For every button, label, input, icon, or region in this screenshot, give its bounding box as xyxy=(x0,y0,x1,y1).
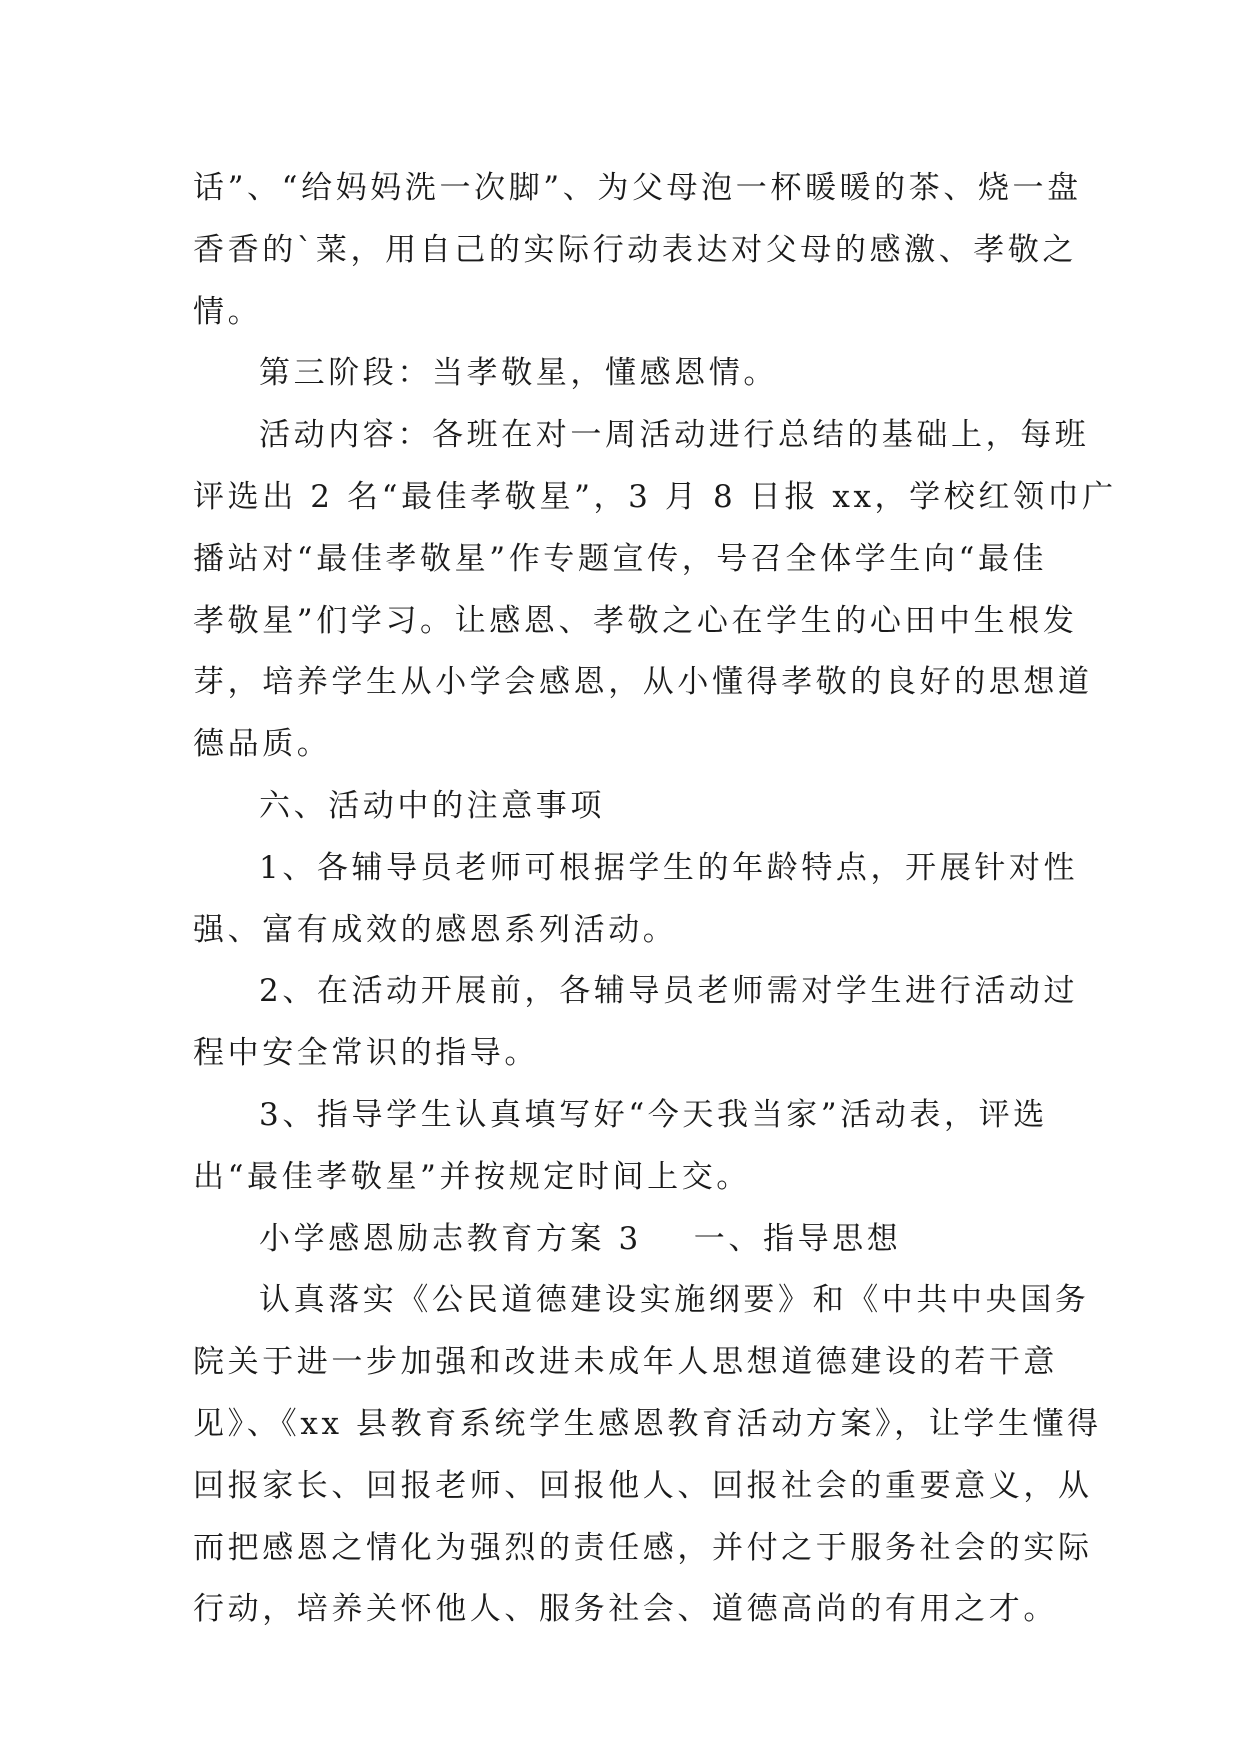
text-line: 认真落实《公民道德建设实施纲要》和《中共中央国务 xyxy=(259,1282,1090,1319)
list-item: 2、在活动开展前，各辅导员老师需对学生进行活动过 xyxy=(259,973,1079,1010)
section-heading: 六、活动中的注意事项 xyxy=(259,787,605,824)
list-item: 3、指导学生认真填写好“今天我当家”活动表，评选 xyxy=(259,1096,1048,1133)
text-line: 评选出 2 名“最佳孝敬星”，3 月 8 日报 xx，学校红领巾广 xyxy=(193,478,1117,515)
text-line: 活动内容：各班在对一周活动进行总结的基础上，每班 xyxy=(259,417,1090,454)
list-item: 1、各辅导员老师可根据学生的年龄特点，开展针对性 xyxy=(259,849,1079,886)
text-line: 见》、《xx 县教育系统学生感恩教育活动方案》，让学生懂得 xyxy=(193,1405,1102,1442)
plan-title: 小学感恩励志教育方案 3 xyxy=(259,1220,642,1257)
text-line: 程中安全常识的指导。 xyxy=(193,1035,539,1072)
text-line: 香香的`菜，用自己的实际行动表达对父母的感激、孝敬之 xyxy=(193,231,1078,268)
plan-heading xyxy=(193,1209,1057,1271)
plan-section-title: 一、指导思想 xyxy=(693,1220,902,1257)
document-body xyxy=(193,158,1117,1641)
text-line: 强、富有成效的感恩系列活动。 xyxy=(193,911,678,948)
stage-heading: 第三阶段：当孝敬星，懂感恩情。 xyxy=(259,355,778,392)
text-line: 德品质。 xyxy=(193,726,332,763)
text-line: 话”、“给妈妈洗一次脚”、为父母泡一杯暖暖的茶、烧一盘 xyxy=(193,170,1082,206)
text-line: 出“最佳孝敬星”并按规定时间上交。 xyxy=(193,1158,751,1195)
text-line: 而把感恩之情化为强烈的责任感，并付之于服务社会的实际 xyxy=(193,1529,1093,1566)
text-line: 回报家长、回报老师、回报他人、回报社会的重要意义，从 xyxy=(193,1467,1093,1504)
text-line: 芽，培养学生从小学会感恩，从小懂得孝敬的良好的思想道 xyxy=(193,664,1093,701)
text-line: 孝敬星”们学习。让感恩、孝敬之心在学生的心田中生根发 xyxy=(193,602,1078,639)
text-line: 情。 xyxy=(193,293,263,330)
text-line: 播站对“最佳孝敬星”作专题宣传，号召全体学生向“最佳 xyxy=(193,540,1048,577)
text-line: 院关于进一步加强和改进未成年人思想道德建设的若干意 xyxy=(193,1344,1058,1381)
text-line: 行动，培养关怀他人、服务社会、道德高尚的有用之才。 xyxy=(193,1591,1058,1628)
